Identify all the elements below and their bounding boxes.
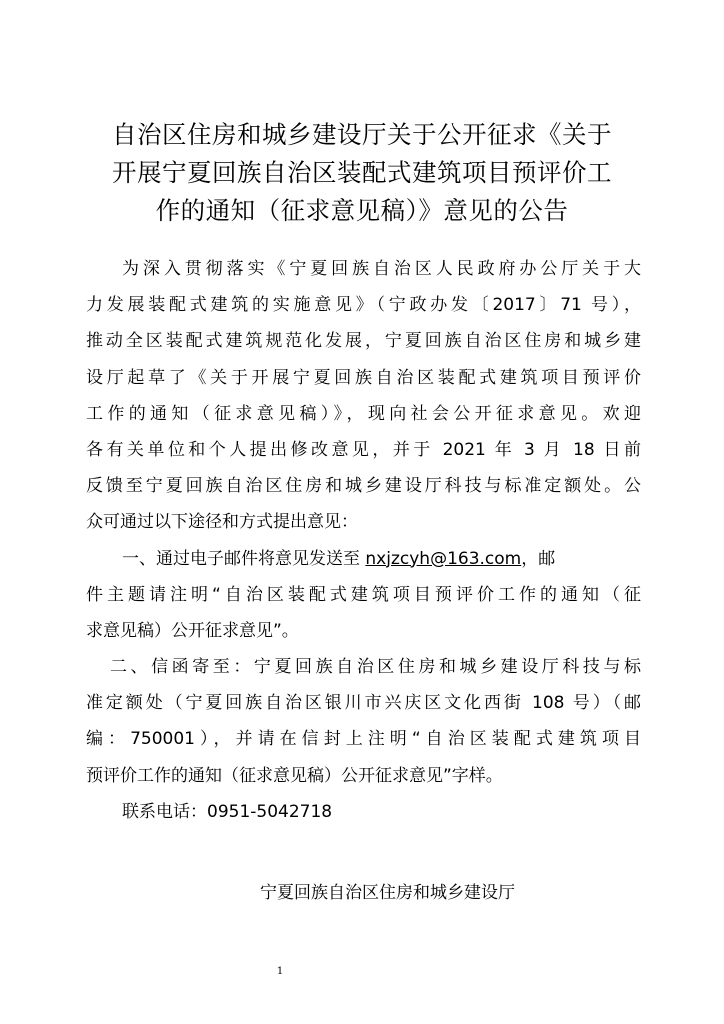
text-line: 二、信函寄至：宁夏回族自治区住房和城乡建设厅科技与标 — [110, 657, 641, 678]
email-link[interactable]: nxjzcyh@163.com — [365, 548, 522, 569]
text-line: 力发展装配式建筑的实施意见》（宁政办发〔2017〕71 号）， — [86, 295, 641, 316]
text-line: 准定额处（宁夏回族自治区银川市兴庆区文化西街 108 号）（邮 — [86, 693, 641, 714]
text-line: 预评价工作的通知（征求意见稿）公开征求意见”字样。 — [86, 765, 503, 786]
text-line: 众可通过以下途径和方式提出意见： — [86, 512, 358, 533]
title-line: 作的通知（征求意见稿）》意见的公告 — [155, 196, 569, 225]
paragraph-letter — [86, 649, 641, 794]
document-title — [70, 116, 654, 230]
title-line: 开展宁夏回族自治区装配式建筑项目预评价工 — [112, 158, 612, 187]
email-prefix: 一、通过电子邮件将意见发送至 — [122, 548, 366, 569]
text-line: 件主题请注明“自治区装配式建筑项目预评价工作的通知（征 — [86, 584, 641, 605]
text-line — [86, 541, 641, 577]
text-line: 各有关单位和个人提出修改意见，并于 2021 年 3 月 18 日前 — [86, 439, 641, 460]
text-line: 设厅起草了《关于开展宁夏回族自治区装配式建筑项目预评价 — [86, 367, 641, 388]
contact-phone: 联系电话：0951-5042718 — [122, 801, 333, 822]
text-line: 工作的通知（征求意见稿）》，现向社会公开征求意见。欢迎 — [86, 403, 641, 424]
page-number: 1 — [276, 966, 284, 977]
text-line: 编：750001），并请在信封上注明“自治区装配式建筑项目 — [86, 729, 641, 750]
text-line: 推动全区装配式建筑规范化发展，宁夏回族自治区住房和城乡建 — [86, 331, 641, 352]
issuer-signature: 宁夏回族自治区住房和城乡建设厅 — [260, 883, 515, 903]
paragraph-email — [86, 541, 641, 650]
paragraph-intro — [86, 251, 641, 541]
email-suffix: ，邮 — [521, 548, 556, 569]
document-body — [86, 251, 641, 830]
title-line: 自治区住房和城乡建设厅关于公开征求《关于 — [112, 120, 612, 149]
text-line: 为深入贯彻落实《宁夏回族自治区人民政府办公厅关于大 — [122, 259, 641, 279]
text-line: 求意见稿）公开征求意见”。 — [86, 620, 299, 641]
text-line: 反馈至宁夏回族自治区住房和城乡建设厅科技与标准定额处。公 — [86, 476, 641, 497]
